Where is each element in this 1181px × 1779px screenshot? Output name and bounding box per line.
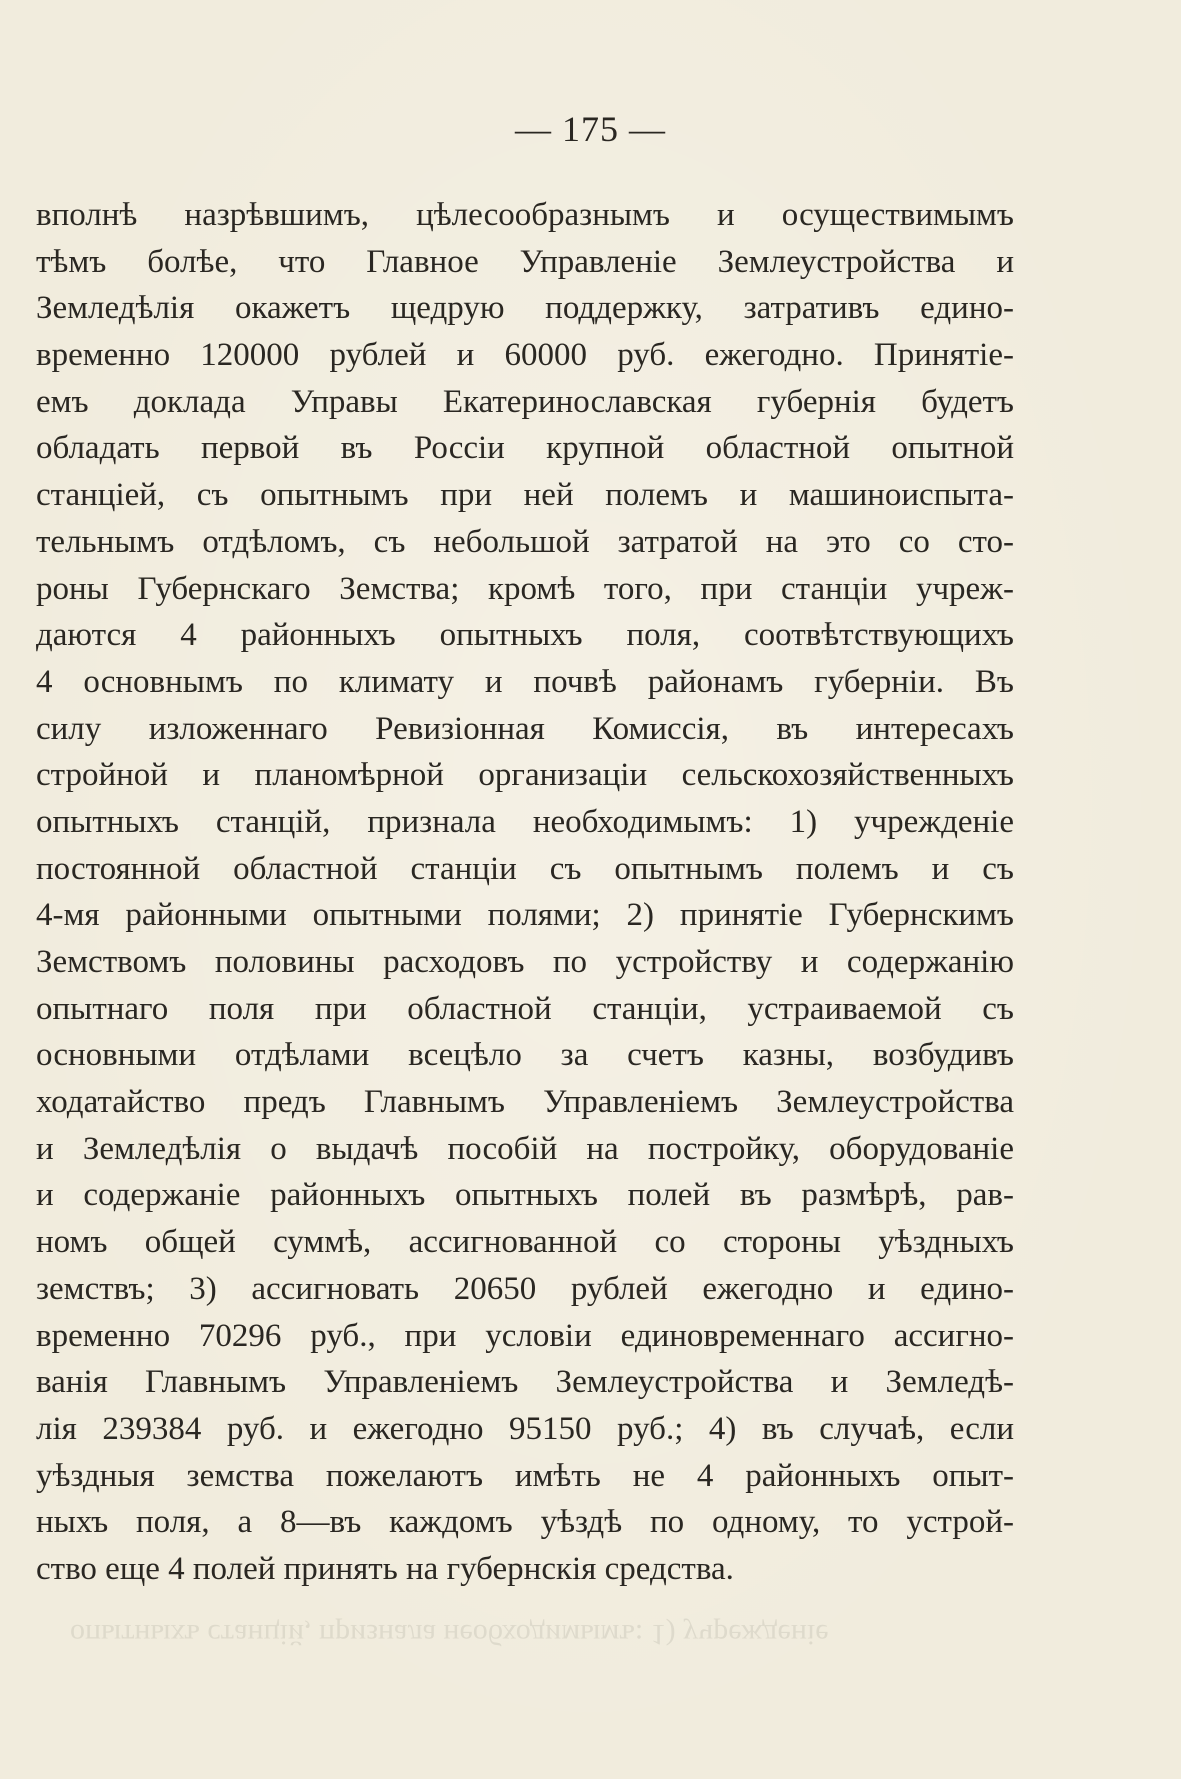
text-line: ходатайство предъ Главнымъ Управленіемъ Землеустройства xyxy=(36,1084,1014,1121)
text-line: станціей, съ опытнымъ при ней полемъ и машиноиспыта- xyxy=(36,477,1014,514)
text-line: опытнаго поля при областной станціи, устраиваемой съ xyxy=(36,990,1014,1027)
text-line: временно 70296 руб., при условіи единовременнаго ассигно- xyxy=(36,1317,1014,1354)
text-line: постоянной областной станціи съ опытнымъ полемъ и съ xyxy=(36,850,1014,887)
text-line: 4-мя районными опытными полями; 2) принятіе Губернскимъ xyxy=(36,897,1014,934)
text-line: ванія Главнымъ Управленіемъ Землеустройства и Земледѣ- xyxy=(36,1364,1014,1401)
text-line: и содержаніе районныхъ опытныхъ полей въ размѣрѣ, рав- xyxy=(36,1177,1014,1214)
page-number: — 175 — xyxy=(515,109,666,149)
text-line: основными отдѣлами всецѣло за счетъ казны, возбудивъ xyxy=(36,1037,1014,1074)
text-line: 4 основнымъ по климату и почвѣ районамъ губерніи. Въ xyxy=(36,663,1014,700)
text-line-last: ство еще 4 полей принять на губернскія средства. xyxy=(36,1550,734,1587)
text-line: роны Губернскаго Земства; кромѣ того, при станціи учреж- xyxy=(36,570,1014,607)
body-text xyxy=(36,192,1014,1593)
text-line: стройной и планомѣрной организаціи сельскохозяйственныхъ xyxy=(36,757,1014,794)
text-line: обладать первой въ Россіи крупной областной опытной xyxy=(36,430,1014,467)
text-line: емъ доклада Управы Екатеринославская губернія будетъ xyxy=(36,383,1014,420)
text-line: уѣздныя земства пожелаютъ имѣть не 4 районныхъ опыт- xyxy=(36,1457,1014,1494)
text-line: земствъ; 3) ассигновать 20650 рублей ежегодно и едино- xyxy=(36,1270,1014,1307)
text-line: тельнымъ отдѣломъ, съ небольшой затратой на это со сто- xyxy=(36,523,1014,560)
text-line: Земствомъ половины расходовъ по устройству и содержанію xyxy=(36,944,1014,980)
bleed-through-text: опытныхъ станцій, признала необходимымъ: 1) учрежденіе xyxy=(70,1618,829,1651)
text-line: номъ общей суммѣ, ассигнованной со стороны уѣздныхъ xyxy=(36,1224,1014,1261)
text-line: тѣмъ болѣе, что Главное Управленіе Землеустройства и xyxy=(36,243,1014,280)
text-line: временно 120000 рублей и 60000 руб. ежегодно. Принятіе- xyxy=(36,337,1014,374)
text-line: лія 239384 руб. и ежегодно 95150 руб.; 4) въ случаѣ, если xyxy=(36,1410,1014,1447)
text-line: и Земледѣлія о выдачѣ пособій на постройку, оборудованіе xyxy=(36,1130,1014,1167)
text-line: ныхъ поля, а 8—въ каждомъ уѣздѣ по одному, то устрой- xyxy=(36,1504,1014,1541)
text-line: опытныхъ станцій, признала необходимымъ: 1) учрежденіе xyxy=(36,803,1014,840)
text-line: Земледѣлія окажетъ щедрую поддержку, затративъ едино- xyxy=(36,290,1014,327)
text-line: даются 4 районныхъ опытныхъ поля, соотвѣтствующихъ xyxy=(36,617,1014,654)
text-line: вполнѣ назрѣвшимъ, цѣлесообразнымъ и осуществимымъ xyxy=(36,197,1014,233)
text-line: силу изложеннаго Ревизіонная Комиссія, въ интересахъ xyxy=(36,710,1014,747)
